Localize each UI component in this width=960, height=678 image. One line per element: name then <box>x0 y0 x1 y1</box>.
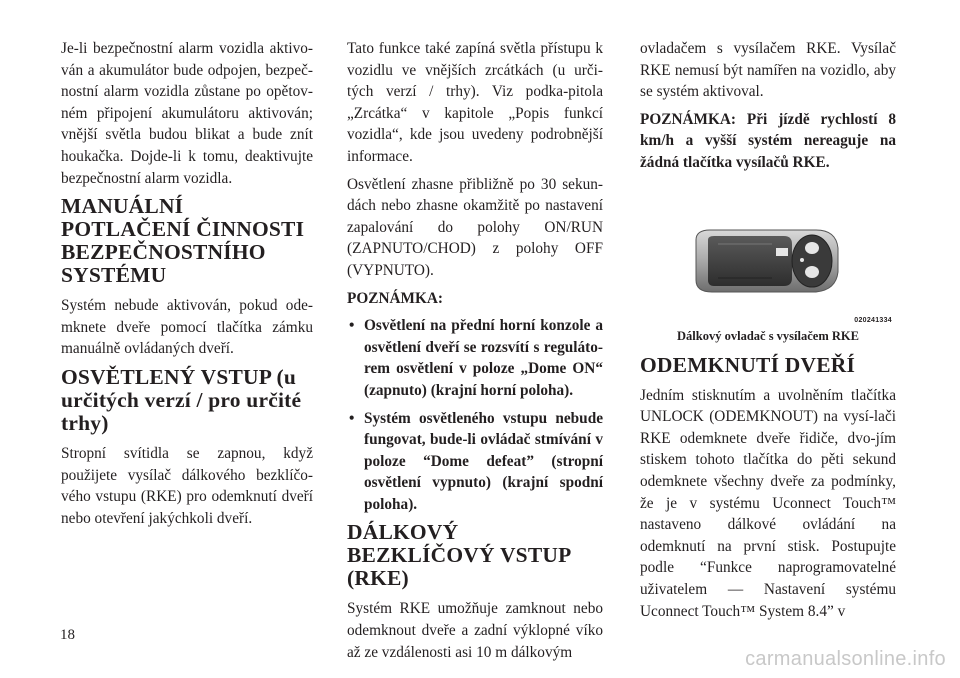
note-bullet-1: • Osvětlení na přední horní konzole a osvětlení dveří se rozsvítí s reguláto-rem osvětlení v poloze „Dome ON“ (zapnuto) (krajní horní poloha). <box>347 315 603 401</box>
illuminated-entry-paragraph: Stropní svítidla se zapnou, když použijete vysílač dálkového bezklíčo-vého vstupu (RKE) pro odemknutí dveří nebo otevření jakýchkoli dveří. <box>61 444 313 527</box>
column-2 <box>347 38 603 669</box>
note-bullet-2: • Systém osvětleného vstupu nebude fungovat, bude-li ovládač stmívání v poloze “Dome defeat” (stropní osvětlení vypnuto) (krajní spodní poloha). <box>347 408 603 516</box>
unlock-doors-paragraph: Jedním stisknutím a uvolněním tlačítka UNLOCK (ODEMKNOUT) na vysí-lači RKE odemknete dveře řidiče, dvo-jím stiskem tohoto tlačítka do pěti sekund odemknete všechny dveře za podmínky, že je v systému Uconnect Touch™ nastaveno dálkové ovládání na odemknutí na první stisk. Postupujte podle “Funkce naprogramovatelné uživatelem — Nastavení systému Uconnect Touch™ System 8.4” v <box>640 386 896 620</box>
rke-continued-paragraph: ovladačem s vysílačem RKE. Vysílač RKE nemusí být namířen na vozidlo, aby se systém aktivoval. <box>640 40 896 101</box>
heading-rke: DÁLKOVÝ BEZKLÍČOVÝ VSTUP (RKE) <box>347 520 571 591</box>
note-list <box>347 315 603 515</box>
mirror-lights-paragraph: Tato funkce také zapíná světla přístupu k vozidlu ve vnějších zrcátkách (u urči-tých verzí / trhy). Viz podka-pitola „Zrcátka“ v kapitole „Popis funkcí vozidla“, kde jsou uvedeny podrobnější informace. <box>347 40 603 165</box>
column-3 <box>640 38 896 628</box>
heading-manual-override: MANUÁLNÍ POTLAČENÍ ČINNOSTI BEZPEČNOSTNÍHO SYSTÉMU <box>61 194 305 288</box>
column-1 <box>61 38 313 535</box>
key-fob-figure <box>640 226 896 348</box>
alarm-paragraph: Je-li bezpečnostní alarm vozidla aktivo-ván a akumulátor bude odpojen, bezpeč-nostní alarm vozidla zůstane po opětov-ném připojení akumulátoru aktivován; vnější světla budou blikat a bude znít houkačka. Dojde-li k tomu, deaktivujte bezpečnostní alarm vozidla. <box>61 40 313 187</box>
lights-off-paragraph: Osvětlení zhasne přibližně po 30 sekun-dách nebo zhasne okamžitě po nastavení zapalování do polohy ON/RUN (ZAPNUTO/CHOD) z polohy OFF (VYPNUTO). <box>347 175 603 279</box>
rke-paragraph: Systém RKE umožňuje zamknout nebo odemknout dveře a zadní výklopné víko až ze vzdálenosti asi 10 m dálkovým <box>347 600 603 661</box>
note-label: POZNÁMKA: <box>347 289 444 307</box>
manual-override-paragraph: Systém nebude aktivován, pokud ode-mknete dveře pomocí tlačítka zámku manuálně ovládaných dveří. <box>61 297 313 358</box>
heading-illuminated-entry: OSVĚTLENÝ VSTUP (u určitých verzí / pro určité trhy) <box>61 364 302 435</box>
heading-unlock-doors: ODEMKNUTÍ DVEŘÍ <box>640 352 856 377</box>
watermark: carmanualsonline.info <box>745 648 946 670</box>
speed-note: POZNÁMKA: Při jízdě rychlostí 8 km/h a vyšší systém nereaguje na žádná tlačítka vysílačů RKE. <box>640 110 896 171</box>
figure-code: 020241334 <box>854 316 892 324</box>
figure-caption: Dálkový ovladač s vysílačem RKE <box>677 328 859 343</box>
key-fob-image <box>688 226 844 298</box>
page-number: 18 <box>60 627 75 643</box>
